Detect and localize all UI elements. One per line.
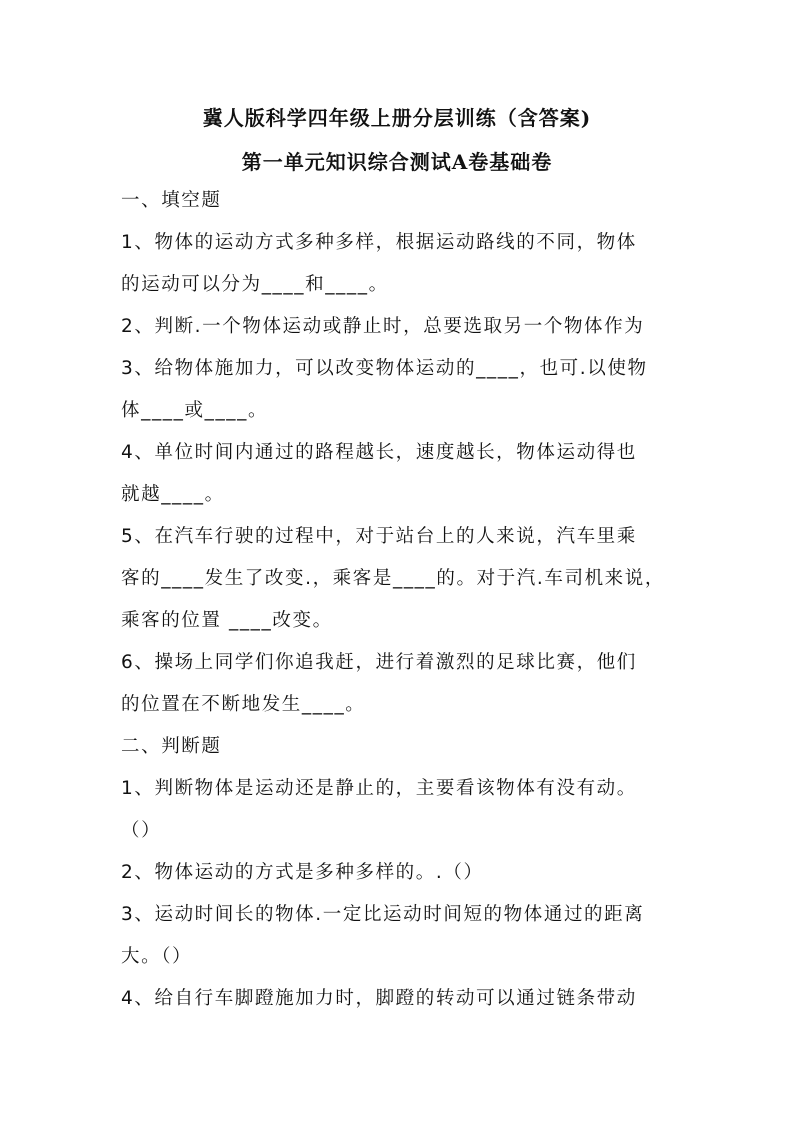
question-line: 就越____。 — [121, 484, 225, 505]
question-line: 4、单位时间内通过的路程越长，速度越长，物体运动得也 — [121, 442, 637, 463]
section-heading-fill-in: 一、填空题 — [121, 190, 222, 211]
question-line: 大。（） — [121, 946, 193, 967]
question-line: 体____或____。 — [121, 400, 269, 421]
question-line: 6、操场上同学们你追我赶，进行着激烈的足球比赛，他们 — [121, 652, 637, 673]
question-line: 2、物体运动的方式是多种多样的。.（） — [121, 862, 484, 883]
section-heading-true-false: 二、判断题 — [121, 736, 222, 757]
question-line: 4、给自行车脚蹬施加力时，脚蹬的转动可以通过链条带动 — [121, 988, 637, 1009]
question-line: 1、判断物体是运动还是静止的，主要看该物体有没有动。 — [121, 778, 637, 799]
question-line: 2、判断.一个物体运动或静止时，总要选取另一个物体作为 — [121, 316, 645, 337]
question-line: 的运动可以分为____和____。 — [121, 274, 389, 295]
question-line: 客的____发生了改变.，乘客是____的。对于汽.车司机来说， — [121, 568, 665, 589]
question-line: 3、给物体施加力，可以改变物体运动的____，也可.以使物 — [121, 358, 648, 379]
question-line: 乘客的位置 ____改变。 — [121, 610, 333, 631]
question-line: 3、运动时间长的物体.一定比运动时间短的物体通过的距离 — [121, 904, 645, 925]
question-line: 1、物体的运动方式多种多样，根据运动路线的不同，物体 — [121, 232, 637, 253]
document-title: 冀人版科学四年级上册分层训练（含答案) — [202, 106, 592, 130]
document-subtitle: 第一单元知识综合测试A卷基础卷 — [241, 150, 553, 174]
question-line: 的位置在不断地发生____。 — [121, 694, 366, 715]
question-line: 5、在汽车行驶的过程中，对于站台上的人来说，汽车里乘 — [121, 526, 637, 547]
question-line: （） — [121, 820, 162, 841]
